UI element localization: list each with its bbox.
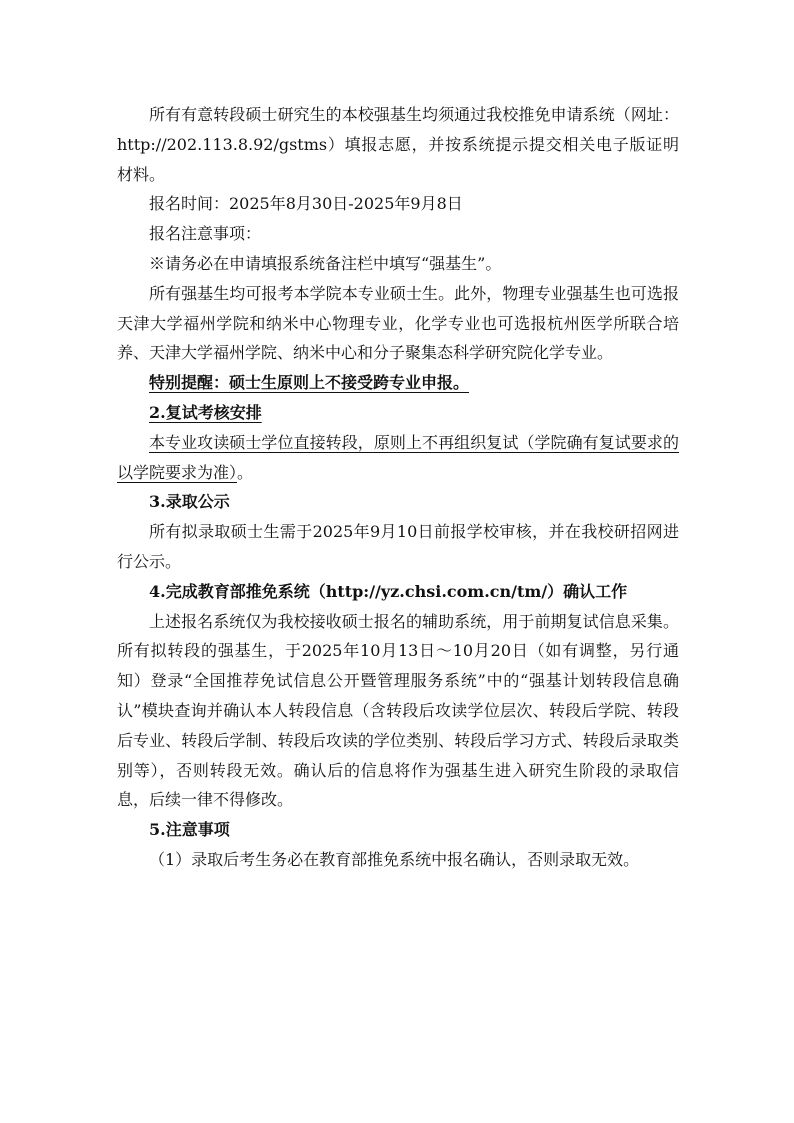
- section-heading-2-text: 2.复试考核安排: [149, 402, 262, 422]
- paragraph-eligible-majors: 所有强基生均可报考本学院本专业硕士生。此外，物理专业强基生也可选报天津大学福州学院和纳米中心物理专业，化学专业也可选报杭州医学所联合培养、天津大学福州学院、纳米中心和分子聚集态科学研究院化学专业。: [117, 283, 679, 363]
- paragraph-registration-time: 报名时间：2025年8月30日-2025年9月8日: [149, 194, 463, 214]
- paragraph-note-1: （1）录取后考生务必在教育部推免系统中报名确认，否则录取无效。: [149, 849, 640, 869]
- paragraph-admission-notice: 所有拟录取硕士生需于2025年9月10日前报学校审核，并在我校研招网进行公示。: [117, 522, 679, 571]
- paragraph-reexam: [117, 428, 679, 488]
- section-heading-3: 3.录取公示: [149, 492, 230, 512]
- paragraph-reexam-end: 。: [237, 462, 254, 482]
- paragraph-registration-notes: 报名注意事项：: [149, 224, 262, 244]
- section-heading-5: 5.注意事项: [149, 820, 230, 840]
- special-reminder: [117, 368, 679, 398]
- section-heading-4: 4.完成教育部推免系统（http://yz.chsi.com.cn/tm/）确认工作: [149, 581, 628, 601]
- paragraph-application: 所有有意转段硕士研究生的本校强基生均须通过我校推免申请系统（网址：http://202.113.8.92/gstms）填报志愿，并按系统提示提交相关电子版证明材料。: [117, 105, 679, 184]
- paragraph-confirmation: 上述报名系统仅为我校接收硕士报名的辅助系统，用于前期复试信息采集。所有拟转段的强基生，于2025年10月13日～10月20日（如有调整，另行通知）登录“全国推荐免试信息公开暨管理服务系统”中的“强基计划转段信息确认”模块查询并确认本人转段信息（含转段后攻读学位层次、转段后学院、转段后专业、转段后学制、转段后攻读的学位类别、转段后学习方式、转段后录取类别等），否则转段无效。确认后的信息将作为强基生进入研究生阶段的录取信息，后续一律不得修改。: [117, 611, 679, 810]
- paragraph-remark-note: ※请务必在申请填报系统备注栏中填写“强基生”。: [149, 253, 502, 273]
- special-reminder-text: 特别提醒：硕士生原则上不接受跨专业申报。: [149, 373, 470, 393]
- paragraph-reexam-text: 本专业攻读硕士学位直接转段，原则上不再组织复试（学院确有复试要求的以学院要求为准）: [117, 432, 679, 482]
- document-body: [117, 100, 679, 875]
- section-heading-2: [117, 398, 679, 428]
